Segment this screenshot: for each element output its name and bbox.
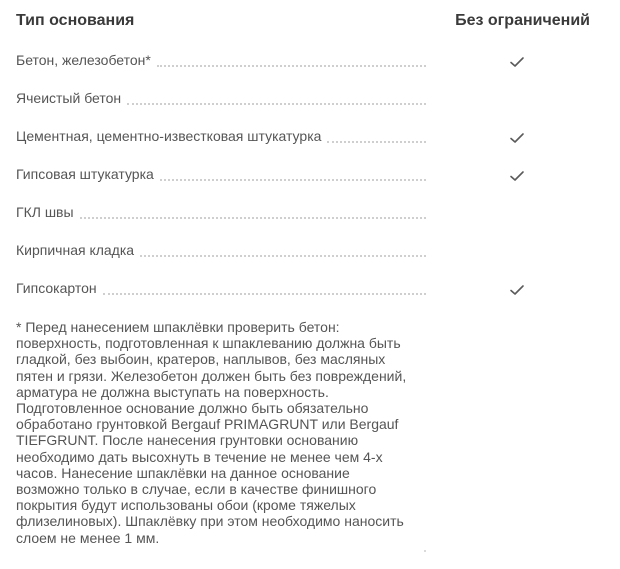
row-label: Цементная, цементно-известковая штукатурка	[16, 128, 322, 144]
check-icon	[508, 53, 526, 71]
dotted-leader	[140, 255, 426, 257]
dotted-leader	[80, 217, 426, 219]
check-icon	[508, 129, 526, 147]
check-icon	[508, 281, 526, 299]
row-label: Кирпичная кладка	[16, 242, 135, 258]
table-row	[16, 280, 426, 302]
dotted-leader	[127, 103, 426, 105]
column-header-no-limits: Без ограничений	[455, 12, 590, 29]
column-header-base-type: Тип основания	[16, 12, 135, 29]
table-row	[16, 242, 426, 264]
dotted-leader	[157, 65, 426, 67]
table-row	[16, 128, 426, 150]
table-row	[16, 52, 426, 74]
table-row	[16, 166, 426, 188]
row-label: Бетон, железобетон*	[16, 52, 151, 68]
dotted-leader	[103, 293, 426, 295]
footnote-text: * Перед нанесением шпаклёвки проверить бетон: поверхность, подготовленная к шпаклеванию должна быть гладкой, без выбоин, кратеров, наплывов, без масляных пятен и грязи. Железобетон должен быть без повреждений, арматура не должна выступать на поверхность. Подготовленное основание должно быть обязательно обработано грунтовкой Bergauf PRIMAGRUNT или Bergauf TIEFGRUNT. После нанесения грунтовки основанию необходимо дать высохнуть в течение не менее чем 4-х часов. Нанесение шпаклёвки на данное основание возможно только в случае, если в качестве финишного покрытия будут использованы обои (кроме тяжелых флизелиновых). Шпаклёвку при этом необходимо наносить слоем не менее 1 мм.	[16, 319, 407, 546]
row-label: Гипсокартон	[16, 280, 97, 296]
row-label: Ячеистый бетон	[16, 90, 122, 106]
row-label: ГКЛ швы	[16, 204, 74, 220]
dotted-leader	[327, 141, 426, 143]
row-label: Гипсовая штукатурка	[16, 166, 154, 182]
table-row	[16, 204, 426, 226]
table-row	[16, 90, 426, 112]
check-icon	[508, 167, 526, 185]
dotted-leader	[160, 179, 426, 181]
dotted-leader	[424, 550, 426, 552]
table-header	[16, 12, 590, 36]
